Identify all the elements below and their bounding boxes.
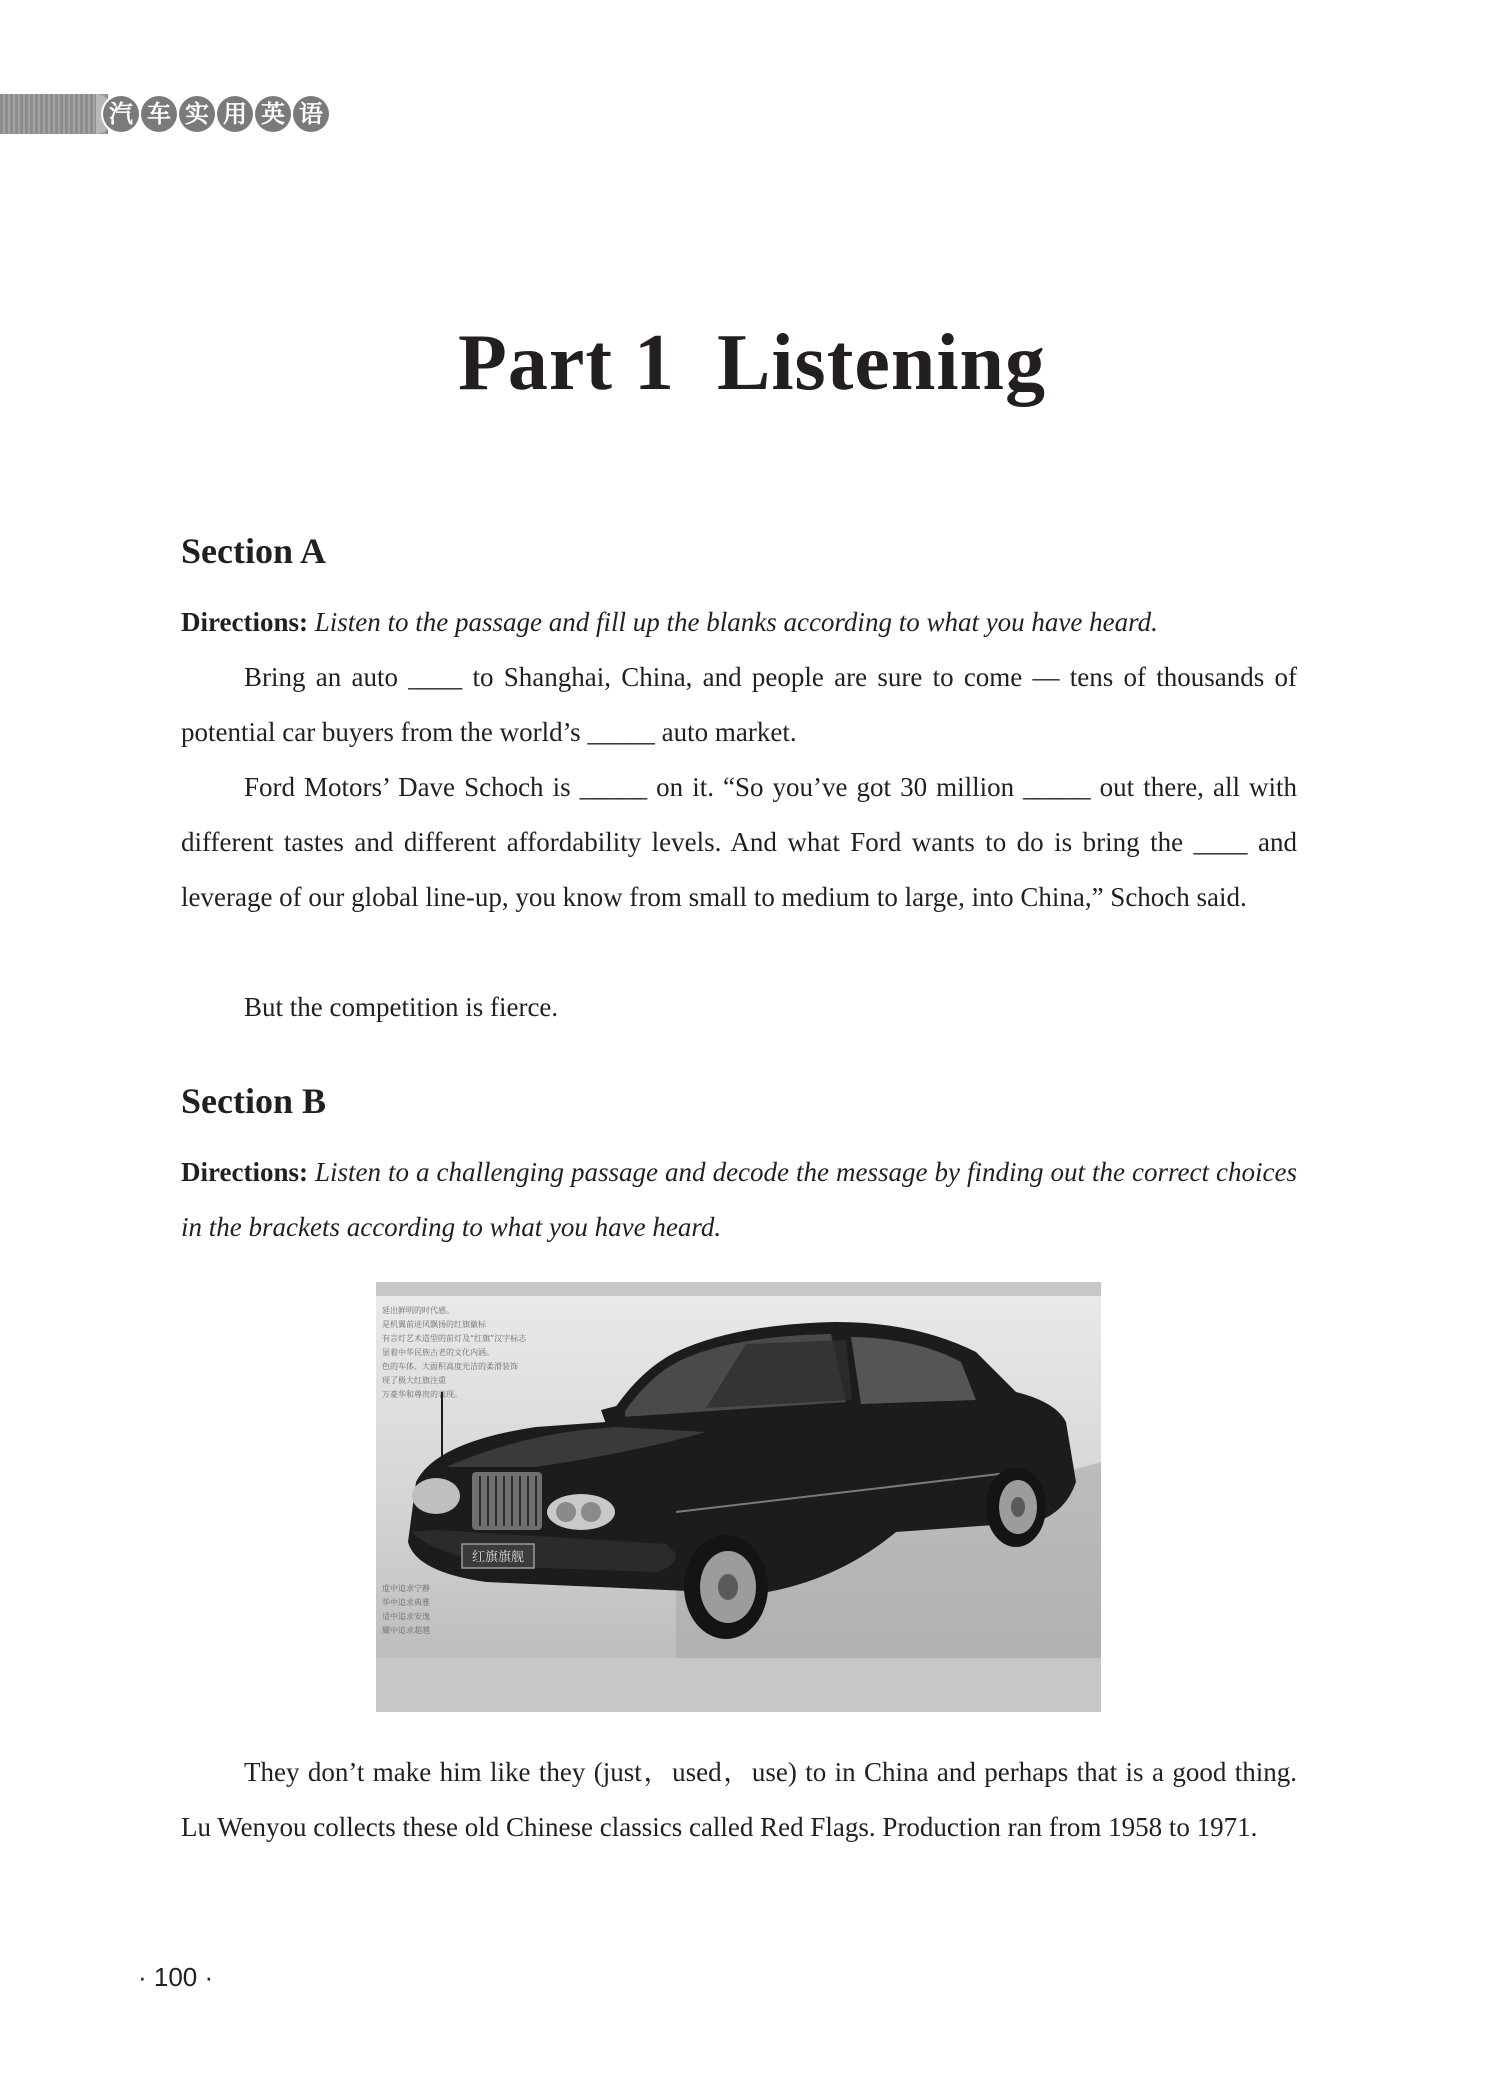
header-band [0, 94, 108, 134]
section-a-directions [181, 595, 1297, 650]
book-title-char: 车 [141, 96, 177, 132]
car-illustration [376, 1282, 1101, 1712]
photo-text-line: 现了极大红旗注重 [382, 1376, 446, 1385]
section-b-paragraph-1: They don’t make him like they (just，used，use) to in China and perhaps that is a good thing. Lu Wenyou collects these old Chinese classics called Red Flags. Production ran from 1958 to 1971. [181, 1757, 1297, 1842]
license-plate-text: 红旗旗舰 [471, 1550, 525, 1565]
photo-text-line: 显着中华民族古老的文化内涵。 [382, 1348, 494, 1357]
section-a-title: Section A [181, 531, 327, 571]
car-photo [376, 1282, 1101, 1712]
book-title [103, 96, 329, 132]
photo-text-line: 延出鲜明的时代感。 [382, 1306, 454, 1315]
photo-text-line: 有言灯艺术造型的前灯及“红旗”汉字标志 [382, 1334, 527, 1343]
part-title: Part 1 Listening [457, 319, 1047, 407]
section-a-paragraph-3: But the competition is fierce. [244, 992, 559, 1022]
section-a-paragraph-1: Bring an auto ____ to Shanghai, China, and people are sure to come — tens of thousands of potential car buyers from the world’s _____ auto market. [181, 662, 1297, 747]
directions-label: Directions: [181, 607, 308, 637]
photo-text-line: 色的车体、大面积高度光洁的柔滑装饰 [382, 1362, 518, 1371]
photo-text-line: 度中追求宁静 [382, 1584, 430, 1593]
photo-text-line: 耀中追求超越 [382, 1626, 430, 1635]
photo-text-line: 万豪华和尊贵的表现。 [382, 1390, 462, 1399]
photo-text-line: 是机翼前进风飘扬的红旗徽标 [382, 1320, 486, 1329]
section-b-directions [181, 1145, 1297, 1255]
book-title-char: 英 [255, 96, 291, 132]
directions-text: Listen to the passage and fill up the blanks according to what you have heard. [314, 607, 1158, 637]
book-title-char: 汽 [103, 96, 139, 132]
section-b-title: Section B [181, 1081, 327, 1121]
book-title-char: 实 [179, 96, 215, 132]
photo-text-line: 华中追求典雅 [382, 1598, 430, 1607]
directions-label: Directions: [181, 1157, 308, 1187]
section-a-paragraph-2: Ford Motors’ Dave Schoch is _____ on it. “So you’ve got 30 million _____ out there, all with different tastes and different affordability levels. And what Ford wants to do is bring the ____ and leverage of our global line-up, you know from small to medium to large, into China,” Schoch said. [181, 772, 1297, 912]
book-title-char: 用 [217, 96, 253, 132]
directions-text: Listen to a challenging passage and decode the message by finding out the correct choices in the brackets according to what you have heard. [181, 1157, 1297, 1242]
photo-text-line: 适中追求安逸 [382, 1612, 430, 1621]
page-number: · 100 · [138, 1962, 214, 1992]
book-title-char: 语 [293, 96, 329, 132]
